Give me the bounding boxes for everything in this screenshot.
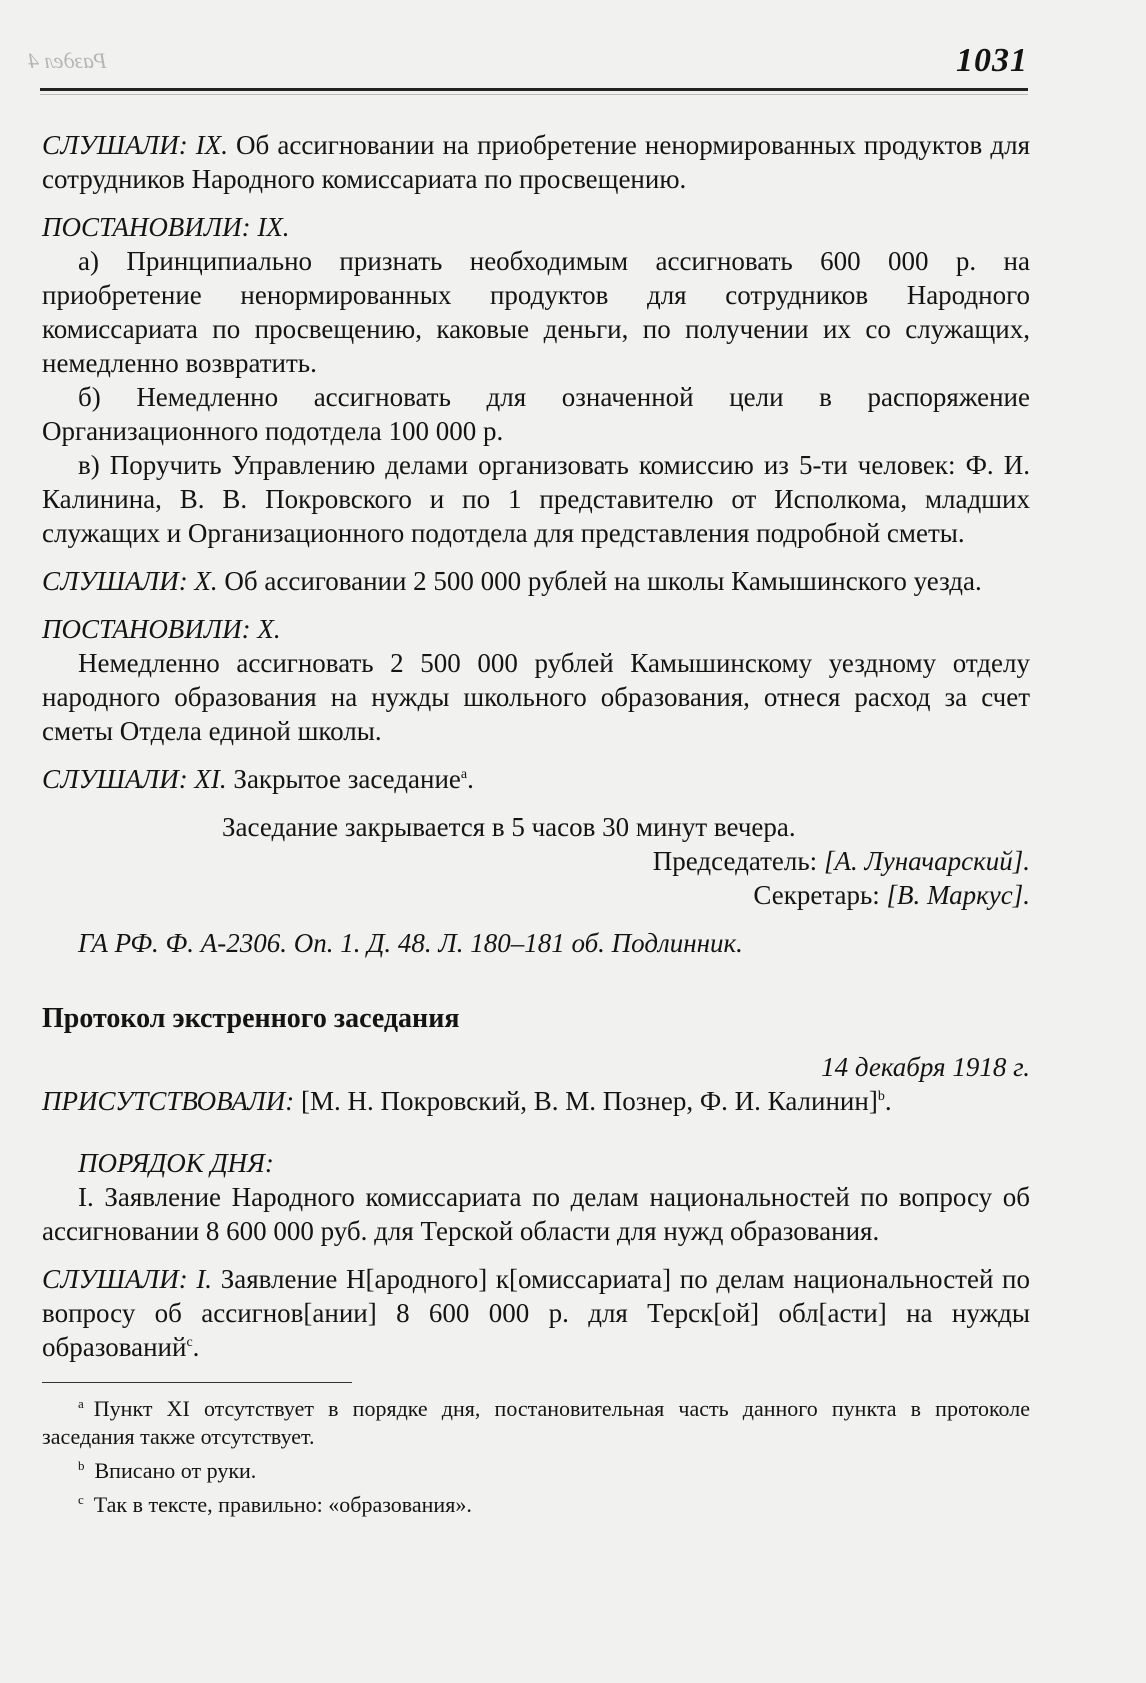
footnote-ref-c[interactable]: c: [186, 1335, 193, 1350]
resolved-ix-c: в) Поручить Управлению делами организовать комиссию из 5-ти человек: Ф. И. Калинина, В. В. Покровского и по 1 представителю от Исполкома, младших служащих и Организационного подотдела для представления подробной сметы.: [42, 450, 1030, 548]
footnote-divider: [42, 1382, 352, 1383]
secretary-line: Секретарь: [В. Маркус].: [753, 880, 1030, 910]
archive-source: ГА РФ. Ф. А-2306. Оп. 1. Д. 48. Л. 180–181 об. Подлинник.: [78, 928, 743, 958]
resolved-ix-a: а) Принципиально признать необходимым ассигновать 600 000 р. на приобретение ненормированных продуктов для сотрудников Народного комиссариата по просвещению, каковые деньги, по получении их со служащих, немедленно возвратить.: [42, 246, 1030, 378]
secretary-name: [В. Маркус].: [886, 880, 1030, 910]
footnote-ref-b[interactable]: b: [877, 1089, 885, 1104]
protocol-date: 14 декабря 1918 г.: [821, 1052, 1030, 1082]
heard-i-label: СЛУШАЛИ: I.: [42, 1264, 213, 1294]
closing-line: Заседание закрывается в 5 часов 30 минут вечера.: [222, 812, 796, 842]
heard-x-text: Об ассиговании 2 500 000 рублей на школы Камышинского уезда.: [217, 566, 982, 596]
heard-i: СЛУШАЛИ: I. Заявление Н[ародного] к[омиссариата] по делам национальностей по вопросу об ассигнов[ании] 8 600 000 р. для Терск[ой] обл[асти] на нужды образований$^c$.: [42, 1264, 1030, 1362]
present-label: ПРИСУТСТВОВАЛИ:: [42, 1086, 295, 1116]
heard-xi-text: Закрытое заседание: [226, 764, 461, 794]
ghost-section-title: Раздел 4: [28, 48, 107, 73]
footnote-ref-a[interactable]: a: [460, 767, 468, 782]
heard-ix: [42, 128, 1030, 196]
resolved-x-text: Немедленно ассигновать 2 500 000 рублей Камышинскому уездному отделу народного образования на нужды школьного образования, отнеся расход за счет сметы Отдела единой школы.: [42, 648, 1030, 746]
heard-ix-label: СЛУШАЛИ: IX.: [42, 130, 228, 160]
chairman-line: Председатель: [А. Луначарский].: [652, 846, 1030, 876]
heard-xi: СЛУШАЛИ: XI. Закрытое заседание$^a$.: [42, 764, 474, 794]
agenda-item-1: I. Заявление Народного комиссариата по делам национальностей по вопросу об ассигновании 8 600 000 руб. для Терской области для нужд образования.: [42, 1182, 1030, 1246]
header-rule-thin: [40, 94, 1028, 95]
section-heading: Протокол экстренного заседания: [42, 1003, 460, 1034]
chairman-name: [А. Луначарский].: [823, 846, 1030, 876]
resolved-x-label: ПОСТАНОВИЛИ: X.: [42, 614, 281, 644]
resolved-ix-b: б) Немедленно ассигновать для означенной цели в распоряжение Организационного подотдела 100 000 р.: [42, 382, 1030, 446]
resolved-ix-label: ПОСТАНОВИЛИ: IX.: [42, 212, 290, 242]
heard-xi-label: СЛУШАЛИ: XI.: [42, 764, 227, 794]
footnote-a: $^a$ Пункт XI отсутствует в порядке дня, постановительная часть данного пункта в протоколе заседания также отсутствует.: [42, 1395, 1030, 1449]
present-text: [М. Н. Покровский, В. М. Познер, Ф. И. Калинин]: [294, 1086, 878, 1116]
heard-i-text: Заявление Н[ародного] к[омиссариата] по делам национальностей по вопросу об ассигнов[ании] 8 600 000 р. для Терск[ой] обл[асти] на нужды образований: [42, 1264, 1030, 1362]
page-body: [42, 128, 1030, 1525]
page-number: 1031: [956, 42, 1028, 79]
heard-x-label: СЛУШАЛИ: X.: [42, 566, 218, 596]
heard-ix-text: Об ассигновании на приобретение ненормированных продуктов для сотрудников Народного комиссариата по просвещению.: [42, 130, 1030, 194]
present-line: ПРИСУТСТВОВАЛИ: [М. Н. Покровский, В. М. Познер, Ф. И. Калинин]$^b$.: [42, 1086, 892, 1116]
footnote-b: $^b$ Вписано от руки.: [78, 1457, 257, 1483]
agenda-label: ПОРЯДОК ДНЯ:: [78, 1148, 274, 1178]
footnote-c: $^c$ Так в тексте, правильно: «образования».: [78, 1491, 472, 1517]
heard-x: [42, 564, 1030, 598]
header-rule: [40, 88, 1028, 91]
